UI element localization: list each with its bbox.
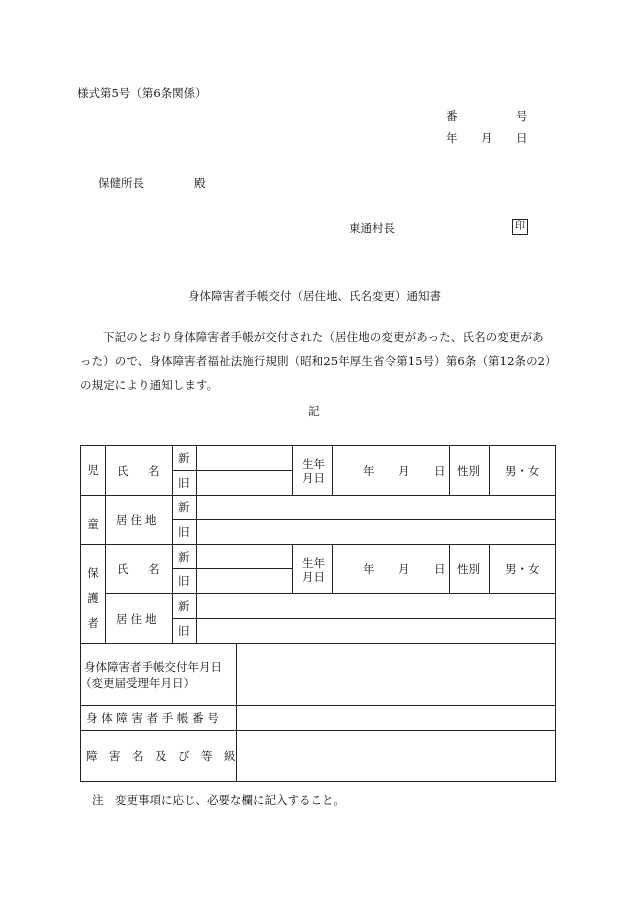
ki-label: 記 [308,404,320,418]
guardian-group-label [85,561,101,636]
number-label-go: 号 [516,109,528,123]
guardian-birth-label-2: 月日 [302,570,325,584]
document-body: 下記のとおり身体障害者手帳が交付された（居住地の変更があった、氏名の変更があった）ので、身体障害者福祉法施行規則（昭和25年厚生省令第15号）第6条（第12条の2）の規定により通知します。 [80,330,551,392]
footnote: 注 変更事項に応じ、必要な欄に記入すること。 [92,793,345,807]
date-day-label: 日 [516,131,528,145]
guardian-birth-month: 月 [398,562,410,576]
child-birth-day: 日 [434,464,446,478]
guardian-char-2: 護 [87,591,99,605]
guardian-name-old-label: 旧 [178,574,190,588]
date-month-label: 月 [481,131,493,145]
child-name-old-label: 旧 [178,476,190,490]
disability-grade-label: 障 害 名 及 び 等 級 [86,749,236,763]
guardian-residence-label: 居住地 [116,612,160,626]
document-title: 身体障害者手帳交付（居住地、氏名変更）通知書 [188,289,441,303]
child-birth-label-2: 月日 [302,471,325,485]
child-birth-month: 月 [398,464,410,478]
child-name-label: 氏 名 [117,464,164,478]
guardian-char-3: 者 [87,616,99,630]
guardian-name-label: 氏 名 [117,562,164,576]
child-name-new-label: 新 [178,451,190,465]
number-label-ban: 番 [446,109,458,123]
child-group-label [85,462,101,532]
child-char-gap [85,478,101,516]
guardian-res-old-label: 旧 [178,624,190,638]
sender-name: 東通村長 [349,221,395,235]
issue-date-label-2: （変更届受理年月日） [80,676,195,690]
issue-date-label-1: 身体障害者手帳交付年月日 [84,660,222,674]
guardian-sex-label: 性別 [457,562,480,576]
child-char-1: 児 [87,463,99,477]
child-birth-year: 年 [363,464,375,478]
guardian-sex-value: 男・女 [505,562,540,576]
guardian-res-new-label: 新 [178,599,190,613]
child-res-new-label: 新 [178,500,190,514]
child-char-2: 童 [87,517,99,531]
child-birth-label-1: 生年 [302,457,325,471]
guardian-birth-day: 日 [434,562,446,576]
child-sex-label: 性別 [457,464,480,478]
guardian-char-1: 保 [87,566,99,580]
handbook-number-label: 身 体 障 害 者 手 帳 番 号 [86,711,219,725]
guardian-name-new-label: 新 [178,550,190,564]
addressee-title: 保健所長 [98,176,144,190]
seal-mark: 印 [512,219,528,235]
form-number: 様式第5号（第6条関係） [77,86,207,100]
guardian-birth-year: 年 [363,562,375,576]
child-res-old-label: 旧 [178,525,190,539]
child-sex-value: 男・女 [505,464,540,478]
addressee-honorific: 殿 [194,176,206,190]
child-residence-label: 居住地 [116,513,160,527]
date-year-label: 年 [446,131,458,145]
guardian-birth-label-1: 生年 [302,556,325,570]
